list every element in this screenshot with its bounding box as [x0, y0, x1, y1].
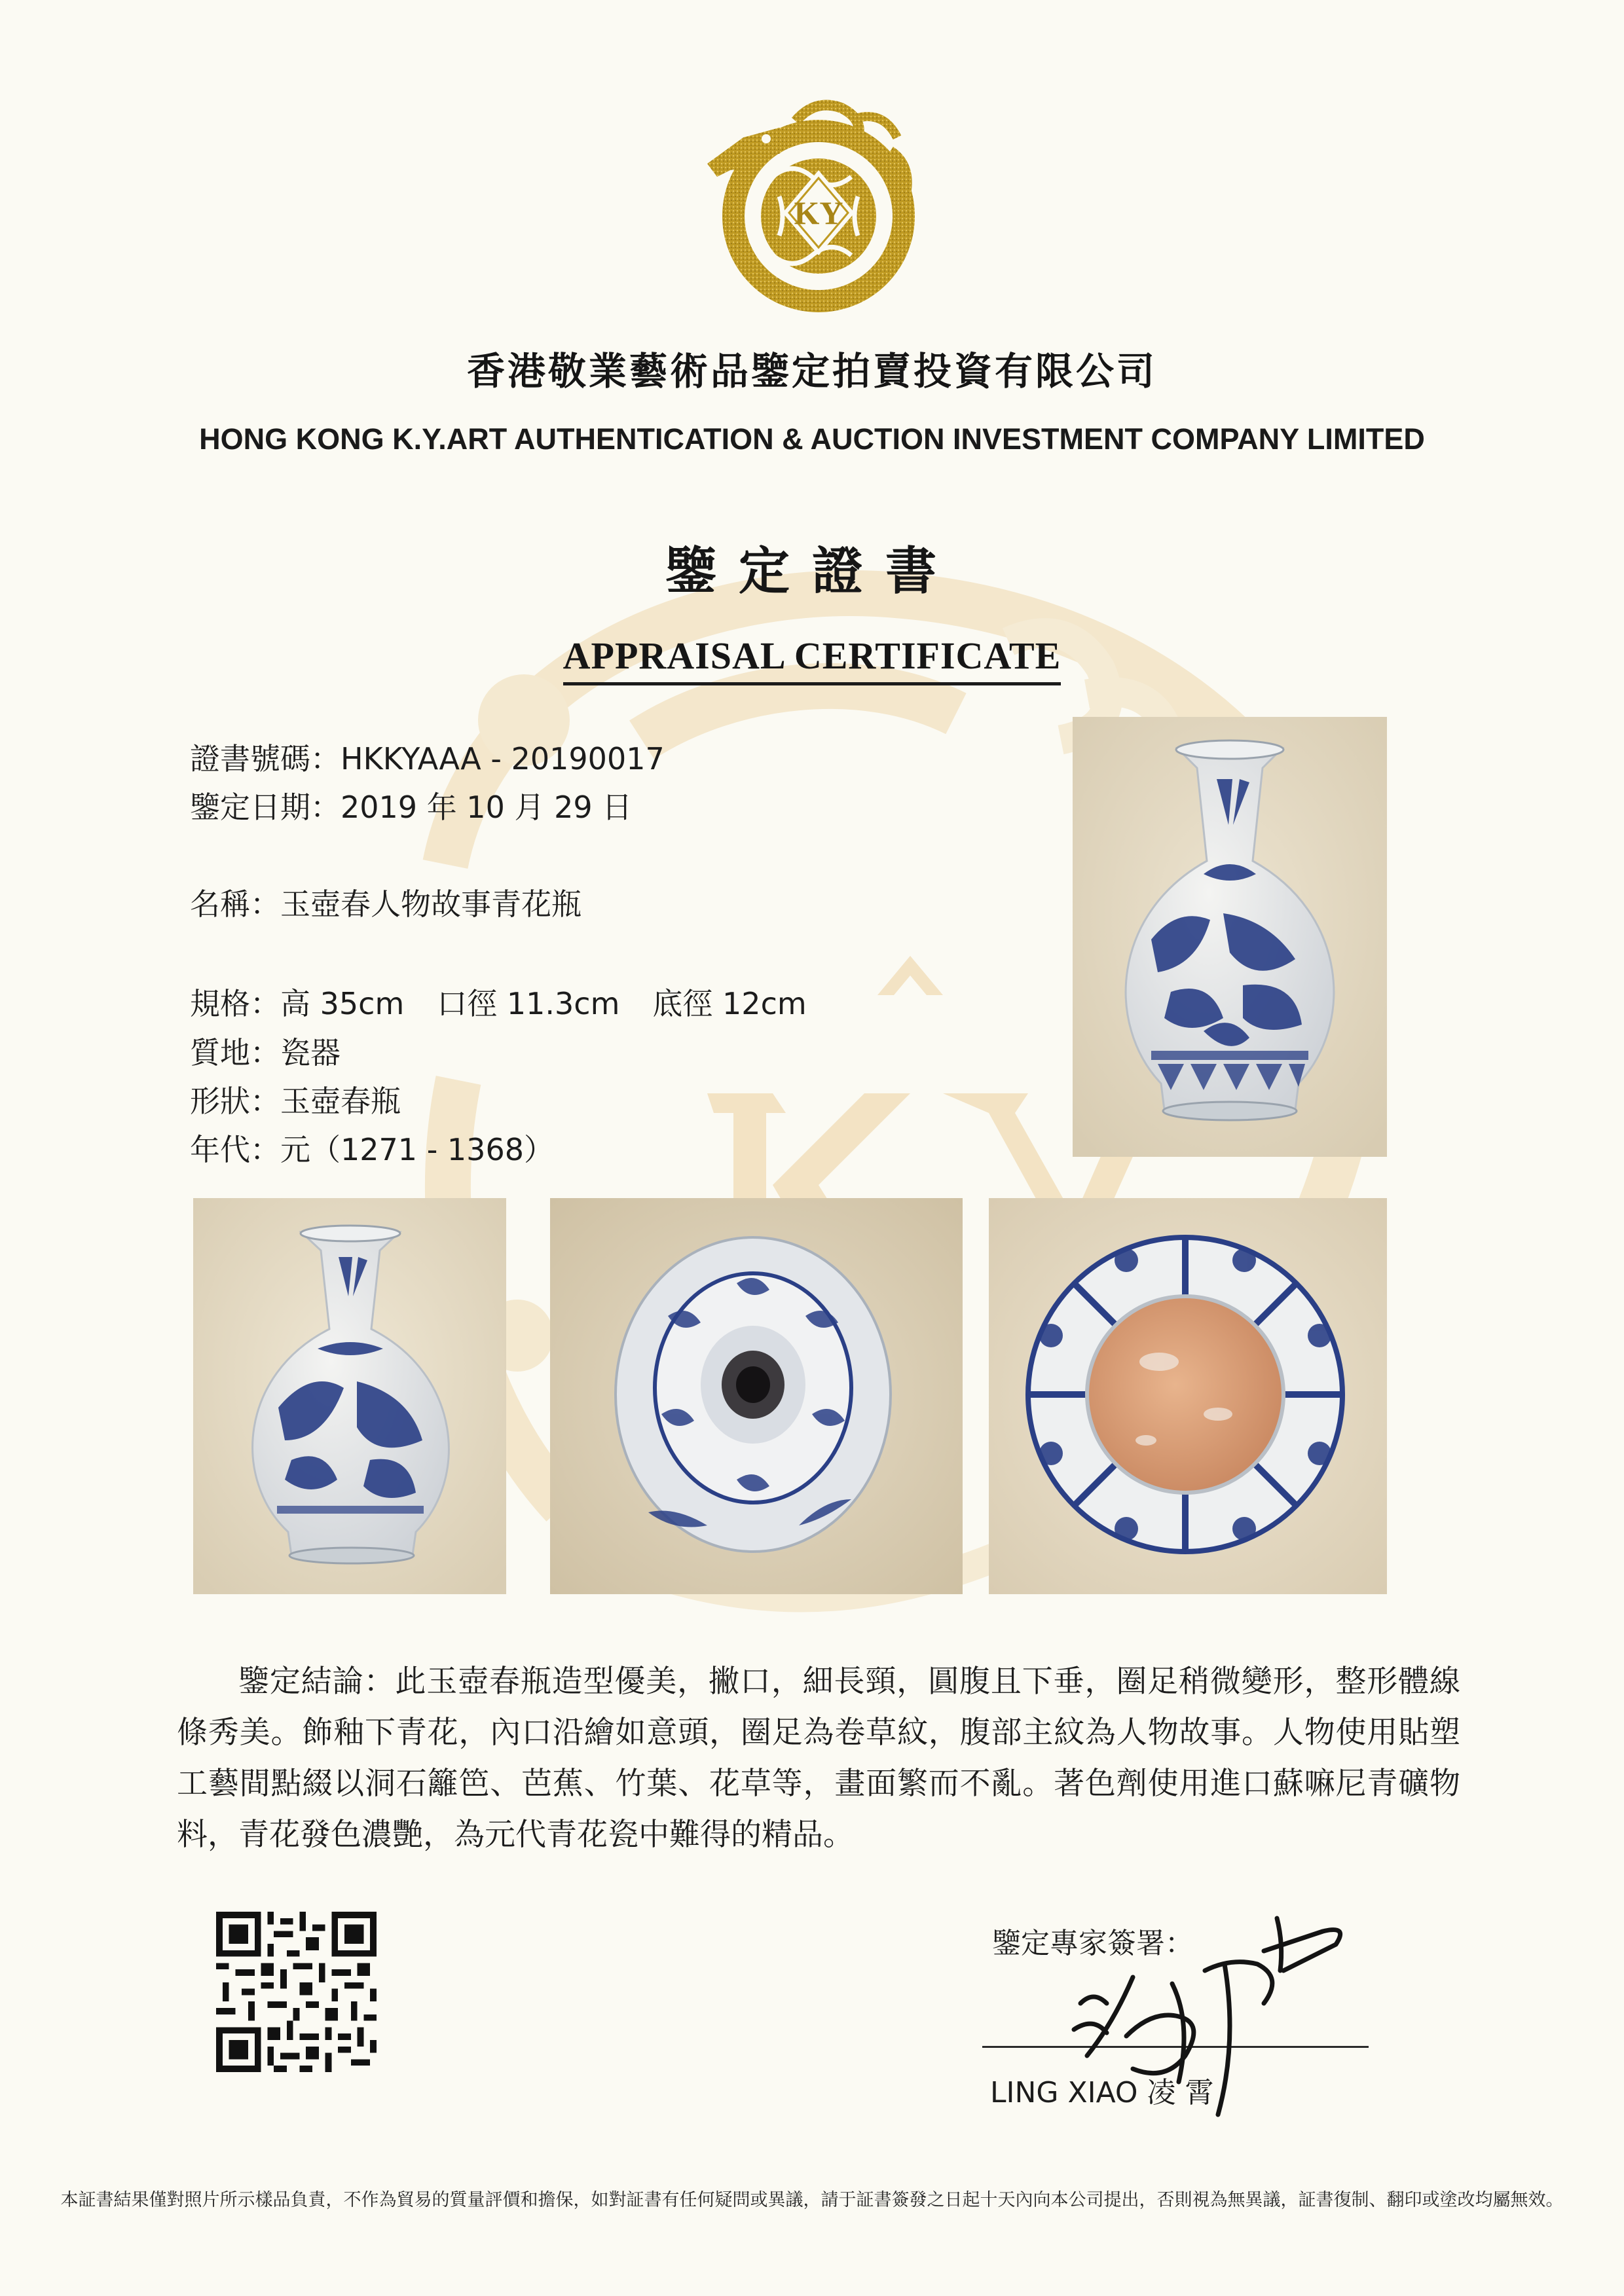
field-shape: [190, 1078, 401, 1121]
field-appraisal-date: [190, 784, 632, 827]
certificate-title-english-text: APPRAISAL CERTIFICATE: [563, 634, 1061, 685]
disclaimer-footer: 本証書結果僅對照片所示樣品負責，不作為貿易的質量評價和擔保，如對証書有任何疑問或異議，請于証書簽發之日起十天內向本公司提出，否則視為無異議，証書復制、翻印或塗改均屬無效。: [60, 2190, 1564, 2210]
spec-base-diameter: 底徑 12cm: [652, 986, 807, 1021]
signature-label: 鑒定專家簽署：: [992, 1927, 1194, 1960]
material-label: 質地：: [190, 1035, 280, 1070]
company-name-english: HONG KONG K.Y.ART AUTHENTICATION & AUCTION INVESTMENT COMPANY LIMITED: [199, 422, 1425, 456]
cert-number-value: HKKYAAA - 20190017: [341, 741, 665, 776]
field-cert-number: [190, 735, 665, 778]
shape-value: 玉壺春瓶: [280, 1084, 401, 1119]
appraisal-date-label: 鑒定日期：: [190, 790, 341, 825]
field-material: [190, 1029, 341, 1072]
item-name-value: 玉壺春人物故事青花瓶: [280, 886, 581, 922]
spec-mouth-diameter: 口徑 11.3cm: [437, 986, 620, 1021]
field-item-name: [190, 881, 581, 924]
era-label: 年代：: [190, 1132, 280, 1167]
field-era: [190, 1126, 554, 1169]
spec-label: 規格：: [190, 986, 280, 1021]
material-value: 瓷器: [280, 1035, 341, 1070]
expert-name: LING XIAO 凌 霄: [990, 2076, 1214, 2109]
spec-height: 高 35cm: [280, 986, 405, 1021]
shape-label: 形狀：: [190, 1084, 280, 1119]
qr-code[interactable]: [216, 1912, 377, 2072]
company-logo: [681, 92, 943, 321]
certificate-title-chinese: 鑒定證書: [665, 541, 959, 601]
cert-number-label: 證書號碼：: [190, 741, 341, 776]
appraisal-conclusion: 鑒定結論：此玉壺春瓶造型優美，撇口，細長頸，圓腹且下垂，圈足稍微變形，整形體線條秀美。飾釉下青花，內口沿繪如意頭，圈足為卷草紋，腹部主紋為人物故事。人物使用貼塑工藝間點綴以洞石籬笆、芭蕉、竹葉、花草等，畫面繁而不亂。著色劑使用進口蘇嘛尼青礦物料，青花發色濃艷，為元代青花瓷中難得的精品。: [177, 1664, 1460, 1853]
certificate-title-english: [0, 634, 1624, 678]
svg-text:KY: KY: [794, 194, 843, 231]
appraisal-date-value: 2019 年 10 月 29 日: [341, 790, 633, 825]
item-name-label: 名稱：: [190, 886, 280, 922]
field-specifications: [190, 980, 807, 1023]
vase-photo-side: [193, 1198, 506, 1594]
vase-photo-base: [989, 1198, 1387, 1594]
vase-photo-front: [1073, 717, 1387, 1157]
era-value: 元（1271 - 1368）: [280, 1132, 554, 1167]
vase-photo-top: [550, 1198, 963, 1594]
company-name-chinese: 香港敬業藝術品鑒定拍賣投資有限公司: [466, 349, 1157, 393]
